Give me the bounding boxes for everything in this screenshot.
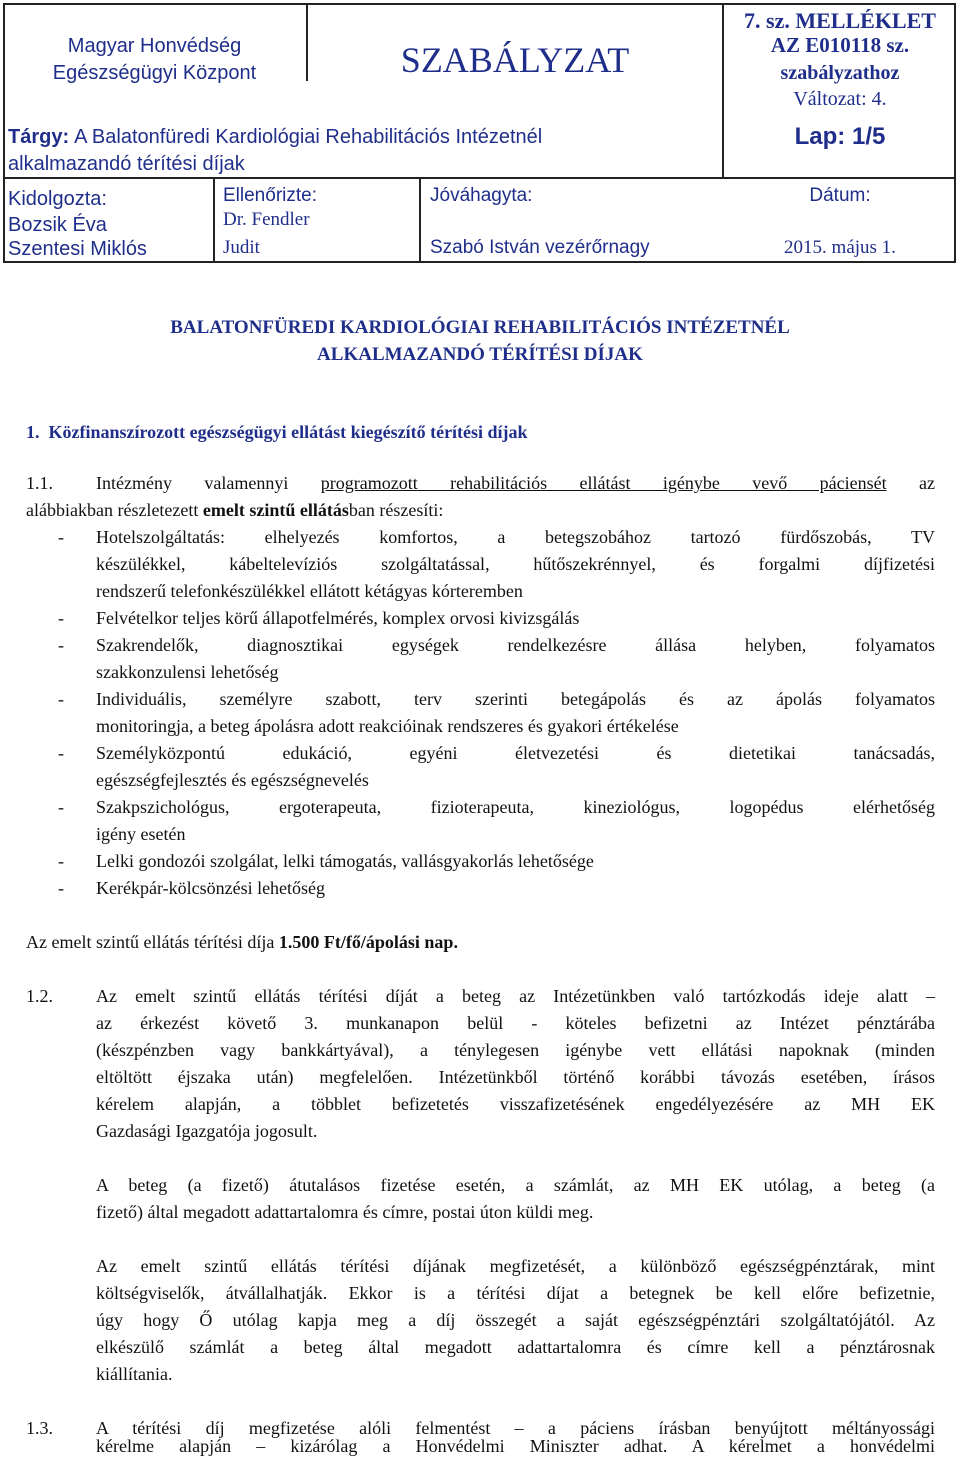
bullet-text: Lelki gondozói szolgálat, lelki támogatás, vallásgyakorlás lehetősége <box>96 851 594 871</box>
bullet-dash: - <box>58 743 64 763</box>
bullet-text: Személyközpontú edukáció, egyéni életvezetési és dietetikai tanácsadás, <box>96 743 935 763</box>
date-label: Dátum: <box>809 185 871 206</box>
paragraph-1-2-insurance: költségviselők, átvállalhatják. Ekkor is a térítési díjat a betegnek be kell előre befizetnie, <box>96 1283 935 1303</box>
paragraph-1-2-text: kérelem alapján, a többlet befizetetés visszafizetésének engedélyezésére az MH EK <box>96 1094 935 1114</box>
annex-line2: AZ E010118 sz. <box>770 33 910 57</box>
org-name-line2: Egészségügyi Központ <box>52 62 257 84</box>
bullet-text: Szakpszichológus, ergoterapeuta, fizioterapeuta, kineziológus, logopédus elérhetőség <box>96 797 935 817</box>
bullet-text: rendszerű telefonkészülékkel ellátott kétágyas kórteremben <box>96 581 523 601</box>
bullet-dash: - <box>58 851 64 871</box>
header-divider <box>3 177 956 179</box>
paragraph-1-2-insurance: kiállítania. <box>96 1364 173 1384</box>
paragraph-1-2-transfer: fizető) által megadott adattartalomra és címre, postai úton küldi meg. <box>96 1202 594 1222</box>
approved-label: Jóváhagyta: <box>430 185 533 206</box>
version: Változat: 4. <box>793 88 887 110</box>
date-value: 2015. május 1. <box>784 237 896 258</box>
subject-label: Tárgy: <box>8 126 70 148</box>
annex-line3: szabályzathoz <box>780 62 900 84</box>
bullet-dash: - <box>58 527 64 547</box>
bullet-text: készülékkel, kábeltelevíziós szolgáltatással, hűtőszekrénnyel, és forgalmi díjfizetési <box>96 554 935 574</box>
paragraph-1-2-text: eltöltött éjszaka után) megfelelően. Intézetünkből történő korábbi távozás esetében, írásos <box>96 1067 935 1087</box>
paragraph-number: 1.2. <box>26 986 53 1006</box>
paragraph-1-2-transfer: A beteg (a fizető) átutalásos fizetése esetén, a számlát, az MH EK utólag, a beteg (a <box>96 1175 935 1195</box>
bullet-dash: - <box>58 689 64 709</box>
page-number: Lap: 1/5 <box>794 123 886 150</box>
bullet-dash: - <box>58 797 64 817</box>
prepared-label: Kidolgozta: <box>8 188 107 210</box>
paragraph-1-3-text: kérelme alapján – kizárólag a Honvédelmi Miniszter adhat. A kérelmet a honvédelmi <box>96 1436 935 1456</box>
document-title-line2: ALKALMAZANDÓ TÉRÍTÉSI DÍJAK <box>317 344 643 365</box>
paragraph-number: 1.3. <box>26 1418 53 1438</box>
prepared-name2: Szentesi Miklós <box>8 238 147 260</box>
bullet-text: szakkonzulensi lehetőség <box>96 662 279 682</box>
paragraph-number: 1.1. <box>26 473 53 493</box>
section-heading: 1. Közfinanszírozott egészségügyi ellátást kiegészítő térítési díjak <box>26 422 528 442</box>
fee-statement: Az emelt szintű ellátás térítési díja 1.500 Ft/fő/ápolási nap. <box>26 932 458 952</box>
annex-line1: 7. sz. MELLÉKLET <box>744 8 936 33</box>
header-divider <box>419 177 421 263</box>
bullet-dash: - <box>58 608 64 628</box>
paragraph-1-2-text: Gazdasági Igazgatója jogosult. <box>96 1121 318 1141</box>
subject-text-line2: alkalmazandó térítési díjak <box>8 153 245 175</box>
checked-name2: Judit <box>223 237 260 258</box>
bullet-text: Kerékpár-kölcsönzési lehetőség <box>96 878 326 898</box>
paragraph-1-2-text: az érkezést követő 3. munkanapon belül - köteles befizetni az Intézet pénztárába <box>96 1013 935 1033</box>
bullet-dash: - <box>58 878 64 898</box>
bullet-text: Felvételkor teljes körű állapotfelmérés, komplex orvosi kivizsgálás <box>96 608 580 628</box>
paragraph-1-2-text: (készpénzben vagy bankkártyával), a ténylegesen igénybe vett ellátási napoknak (minden <box>96 1040 935 1060</box>
paragraph-1-2-insurance: elkészülő számlát a beteg által megadott adattartalomra és címre kell a pénztárosnak <box>96 1337 935 1357</box>
header-divider <box>213 177 215 263</box>
bullet-text: Individuális, személyre szabott, terv szerinti betegápolás és az ápolás folyamatos <box>96 689 935 709</box>
paragraph-1-1-line1: Intézmény valamennyi programozott rehabilitációs ellátást igénybe vevő páciensét az <box>96 473 936 493</box>
paragraph-1-1-line2: alábbiakban részletezett emelt szintű ellátásban részesíti: <box>26 500 444 520</box>
bullet-dash: - <box>58 635 64 655</box>
approved-name: Szabó István vezérőrnagy <box>430 237 650 258</box>
paragraph-1-2-text: Az emelt szintű ellátás térítési díját a beteg az Intézetünkben való tartózkodás ideje alatt – <box>96 986 935 1006</box>
checked-name1: Dr. Fendler <box>223 209 310 230</box>
checked-label: Ellenőrizte: <box>223 185 317 206</box>
prepared-name1: Bozsik Éva <box>8 214 107 236</box>
bullet-text: Hotelszolgáltatás: elhelyezés komfortos, a betegszobához tartozó fürdőszobás, TV <box>96 527 935 547</box>
paragraph-1-2-insurance: úgy hogy Ő utólag kapja meg a díj összegét a saját egészségpénztári szolgáltatójától. Az <box>96 1310 935 1330</box>
bullet-text: Szakrendelők, diagnosztikai egységek rendelkezésre állása helyben, folyamatos <box>96 635 935 655</box>
bullet-text: monitoringja, a beteg ápolásra adott reakcióinak rendszeres és gyakori értékelése <box>96 716 679 736</box>
paragraph-1-2-insurance: Az emelt szintű ellátás térítési díjának megfizetését, a különböző egészségpénztárak, mint <box>96 1256 935 1276</box>
subject <box>8 127 542 147</box>
paragraph-1-3-text: A térítési díj megfizetése alóli felmentést – a páciens írásban benyújtott méltányossági <box>96 1418 935 1438</box>
document-title-line1: BALATONFÜREDI KARDIOLÓGIAI REHABILITÁCIÓS INTÉZETNÉL <box>170 317 790 338</box>
subject-text: A Balatonfüredi Kardiológiai Rehabilitációs Intézetnél <box>74 126 543 148</box>
document-type: SZABÁLYZAT <box>400 40 630 80</box>
bullet-text: igény esetén <box>96 824 186 844</box>
org-name-line1: Magyar Honvédség <box>67 35 242 57</box>
bullet-text: egészségfejlesztés és egészségnevelés <box>96 770 369 790</box>
